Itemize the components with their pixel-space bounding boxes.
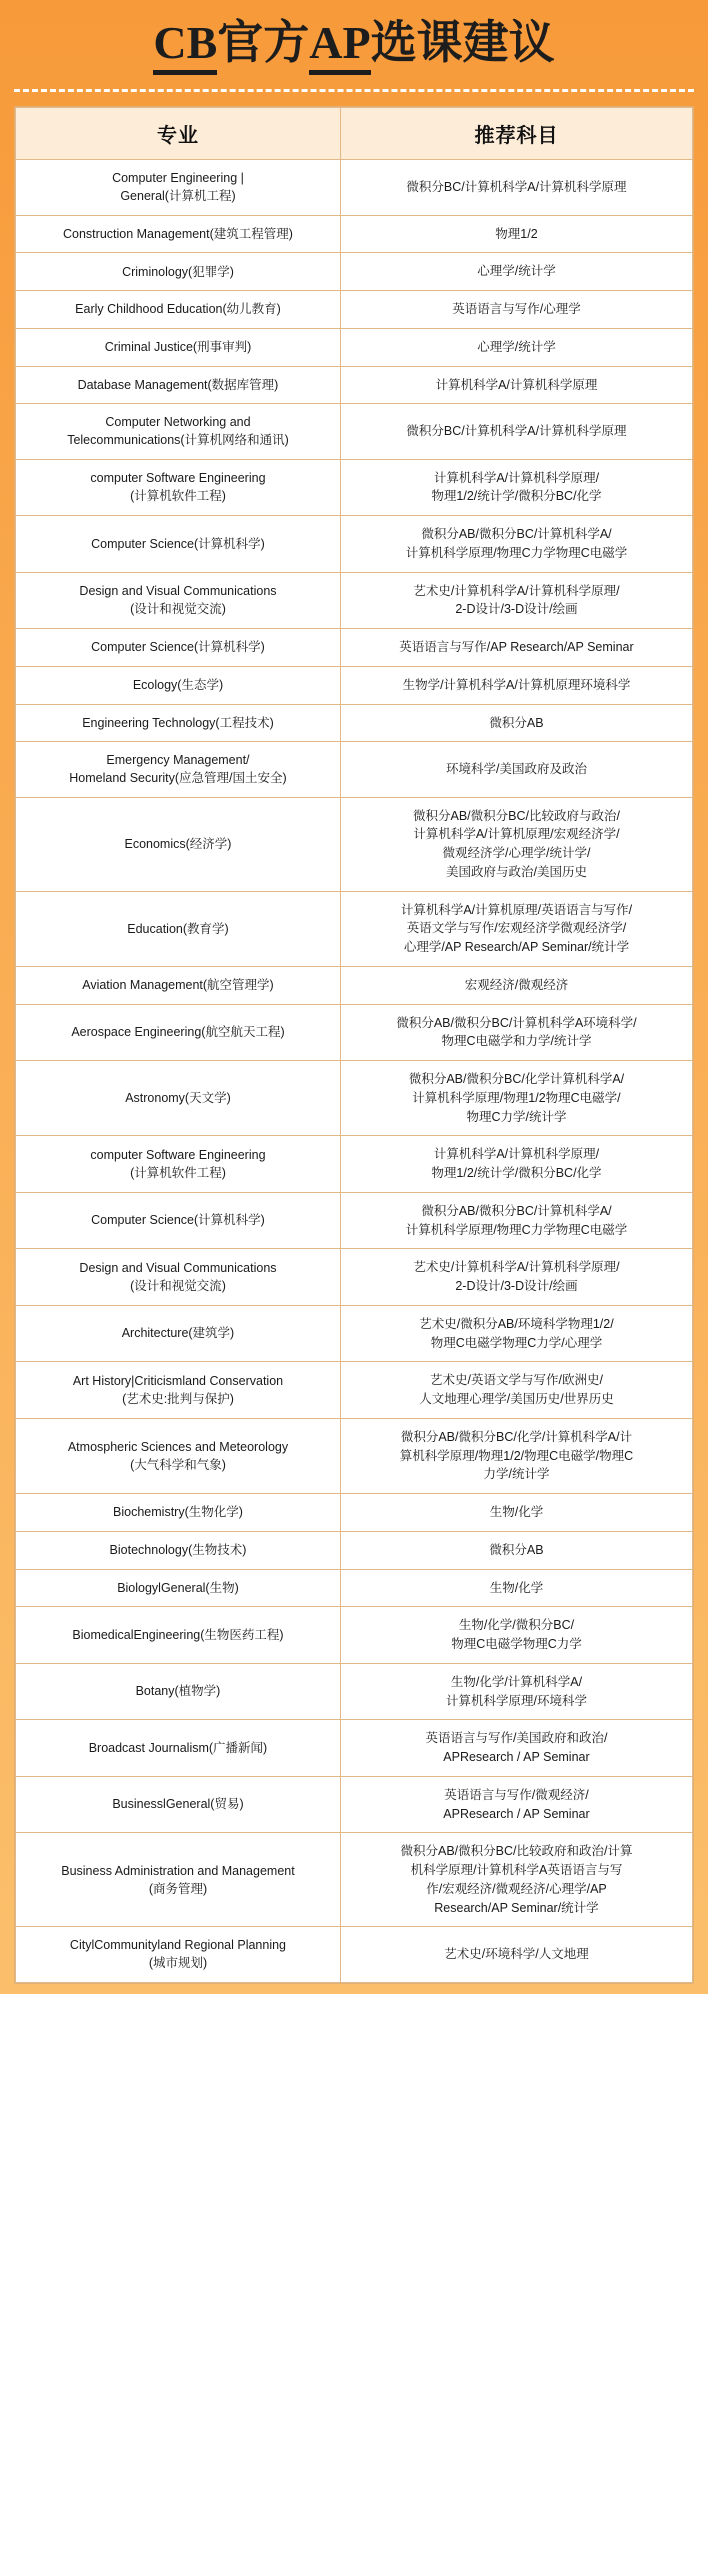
recommended-line: 计算机科学原理/物理C力学物理C电磁学 xyxy=(405,545,628,560)
table-row xyxy=(16,629,693,667)
recommended-line: 宏观经济/微观经济 xyxy=(464,977,569,992)
table-row xyxy=(16,1061,693,1136)
recommended-subjects-cell xyxy=(340,1004,692,1061)
recommended-line: 计算机科学A/计算机原理/英语语言与写作/ xyxy=(400,902,633,917)
table-row xyxy=(16,666,693,704)
recommended-subjects-cell xyxy=(340,1776,692,1833)
major-cell xyxy=(16,215,341,253)
table-row xyxy=(16,1663,693,1720)
recommended-subjects-cell xyxy=(340,1305,692,1362)
major-line: (艺术史:批判与保护) xyxy=(122,1392,234,1407)
recommended-subjects-cell xyxy=(340,366,692,404)
recommended-line: 物理C电磁学物理C力学/心理学 xyxy=(430,1335,603,1350)
recommended-line: 计算机科学A/计算机原理/宏观经济学/ xyxy=(413,827,620,842)
major-cell xyxy=(16,1833,341,1927)
table-row xyxy=(16,215,693,253)
recommended-line: 计算机科学A/计算机科学原理/ xyxy=(433,1147,600,1162)
major-line: Aerospace Engineering(航空航天工程) xyxy=(71,1025,285,1040)
table-row xyxy=(16,891,693,966)
major-cell xyxy=(16,459,341,516)
recommended-subjects-cell xyxy=(340,1494,692,1532)
major-cell xyxy=(16,1927,341,1982)
major-line: CitylCommunityland Regional Planning xyxy=(69,1938,287,1953)
major-line: Broadcast Journalism(广播新闻) xyxy=(88,1740,268,1755)
table-row xyxy=(16,1494,693,1532)
recommended-line: 物理C电磁学和力学/统计学 xyxy=(441,1034,592,1049)
major-line: (计算机软件工程) xyxy=(130,489,226,504)
table-row xyxy=(16,328,693,366)
recommended-line: 物理C电磁学物理C力学 xyxy=(451,1637,582,1652)
column-header-recommended: 推荐科目 xyxy=(340,108,692,160)
major-line: Homeland Security(应急管理/国土安全) xyxy=(69,771,287,786)
table-row xyxy=(16,742,693,797)
major-line: BiologylGeneral(生物) xyxy=(117,1580,239,1595)
major-cell xyxy=(16,1776,341,1833)
table-row xyxy=(16,459,693,516)
major-line: Art History|Criticismland Conservation xyxy=(72,1373,284,1388)
recommended-line: 人文地理心理学/美国历史/世界历史 xyxy=(419,1392,614,1407)
recommended-line: 英语语言与写作/心理学 xyxy=(452,302,581,317)
table-row xyxy=(16,966,693,1004)
recommended-subjects-cell xyxy=(340,629,692,667)
recommended-line: 英语文学与写作/宏观经济学微观经济学/ xyxy=(406,921,627,936)
recommended-subjects-cell xyxy=(340,1927,692,1982)
major-cell xyxy=(16,1136,341,1193)
recommended-line: 计算机科学原理/物理C力学物理C电磁学 xyxy=(405,1222,628,1237)
major-cell xyxy=(16,666,341,704)
major-line: Computer Science(计算机科学) xyxy=(91,640,265,655)
recommended-line: APResearch / AP Seminar xyxy=(443,1806,590,1821)
table-row xyxy=(16,1569,693,1607)
recommended-line: 生物/化学 xyxy=(489,1580,544,1595)
recommended-subjects-cell xyxy=(340,160,692,215)
major-line: Computer Science(计算机科学) xyxy=(91,536,265,551)
table-row xyxy=(16,1833,693,1927)
recommended-subjects-cell xyxy=(340,516,692,573)
major-line: Astronomy(天文学) xyxy=(125,1091,231,1106)
major-cell xyxy=(16,160,341,215)
major-line: (计算机软件工程) xyxy=(130,1166,226,1181)
column-header-major: 专业 xyxy=(16,108,341,160)
recommended-line: 微积分BC/计算机科学A/计算机科学原理 xyxy=(406,180,627,195)
recommended-subjects-cell xyxy=(340,1833,692,1927)
recommended-line: 心理学/统计学 xyxy=(477,339,556,354)
banner-title-ap: AP xyxy=(309,17,370,75)
table-row xyxy=(16,160,693,215)
major-line: computer Software Engineering xyxy=(90,1147,266,1162)
recommended-line: 美国政府与政治/美国历史 xyxy=(445,864,587,879)
banner xyxy=(0,0,708,77)
banner-title-advice: 选课建议 xyxy=(370,16,555,68)
recommended-line: 2-D设计/3-D设计/绘画 xyxy=(455,1279,578,1294)
recommended-line: 艺术史/计算机科学A/计算机科学原理/ xyxy=(413,1260,620,1275)
major-line: Aviation Management(航空管理学) xyxy=(82,978,274,993)
major-cell xyxy=(16,1720,341,1777)
major-line: Construction Management(建筑工程管理) xyxy=(63,226,293,241)
recommended-line: Research/AP Seminar/统计学 xyxy=(434,1900,599,1915)
recommended-line: 物理1/2 xyxy=(495,226,538,241)
recommended-subjects-cell xyxy=(340,666,692,704)
recommended-subjects-cell xyxy=(340,704,692,742)
major-cell xyxy=(16,1305,341,1362)
table-row xyxy=(16,1136,693,1193)
recommended-line: 计算机科学原理/环境科学 xyxy=(445,1693,587,1708)
major-cell xyxy=(16,1607,341,1664)
major-line: Database Management(数据库管理) xyxy=(77,377,279,392)
table-row xyxy=(16,1720,693,1777)
banner-title-official: 官方 xyxy=(217,16,310,68)
table-row xyxy=(16,404,693,459)
recommended-subjects-cell xyxy=(340,1720,692,1777)
major-line: Early Childhood Education(幼儿教育) xyxy=(75,302,281,317)
major-cell xyxy=(16,291,341,329)
major-line: (大气科学和气象) xyxy=(130,1457,226,1472)
recommended-subjects-cell xyxy=(340,291,692,329)
recommended-subjects-cell xyxy=(340,797,692,891)
major-cell xyxy=(16,1418,341,1493)
recommended-subjects-cell xyxy=(340,1061,692,1136)
recommended-line: 环境科学/美国政府及政治 xyxy=(445,762,587,777)
table-row xyxy=(16,1607,693,1664)
recommended-line: 计算机科学原理/物理1/2物理C电磁学/ xyxy=(412,1090,621,1105)
major-line: (商务管理) xyxy=(148,1881,208,1896)
major-line: Biochemistry(生物化学) xyxy=(113,1505,243,1520)
major-line: Education(教育学) xyxy=(127,921,229,936)
recommended-subjects-cell xyxy=(340,742,692,797)
major-line: Business Administration and Management xyxy=(61,1863,295,1878)
recommended-subjects-cell xyxy=(340,1136,692,1193)
recommended-line: 心理学/AP Research/AP Seminar/统计学 xyxy=(403,940,630,955)
recommended-line: 艺术史/微积分AB/环境科学物理1/2/ xyxy=(419,1316,614,1331)
recommended-subjects-cell xyxy=(340,1569,692,1607)
table-row xyxy=(16,366,693,404)
major-line: Computer Engineering | xyxy=(112,171,244,186)
major-line: Biotechnology(生物技术) xyxy=(109,1543,247,1558)
major-line: Emergency Management/ xyxy=(106,753,250,768)
major-line: Architecture(建筑学) xyxy=(121,1326,235,1341)
recommended-subjects-cell xyxy=(340,215,692,253)
major-line: Criminal Justice(刑事审判) xyxy=(104,340,252,355)
recommended-subjects-cell xyxy=(340,1249,692,1306)
major-line: Botany(植物学) xyxy=(135,1684,221,1699)
major-cell xyxy=(16,516,341,573)
recommended-line: 机科学原理/计算机科学A英语语言与写 xyxy=(410,1863,623,1878)
recommended-subjects-cell xyxy=(340,1362,692,1419)
major-cell xyxy=(16,1249,341,1306)
major-cell xyxy=(16,404,341,459)
major-cell xyxy=(16,704,341,742)
recommended-line: 微积分AB/微积分BC/化学/计算机科学A/计 xyxy=(400,1429,633,1444)
table-row xyxy=(16,1776,693,1833)
recommended-subjects-cell xyxy=(340,966,692,1004)
recommended-line: 力学/统计学 xyxy=(483,1467,550,1482)
table-row xyxy=(16,1531,693,1569)
table-row xyxy=(16,704,693,742)
recommended-line: 生物/化学/微积分BC/ xyxy=(458,1618,575,1633)
major-cell xyxy=(16,1531,341,1569)
major-line: (设计和视觉交流) xyxy=(130,1279,226,1294)
recommended-line: 艺术史/环境科学/人文地理 xyxy=(444,1947,589,1962)
major-cell xyxy=(16,797,341,891)
table-row xyxy=(16,1192,693,1249)
recommended-line: 作/宏观经济/微观经济/心理学/AP xyxy=(426,1881,607,1896)
major-line: Computer Networking and xyxy=(105,415,251,430)
major-cell xyxy=(16,1362,341,1419)
major-cell xyxy=(16,966,341,1004)
recommended-line: 微积分AB/微积分BC/计算机科学A/ xyxy=(421,527,612,542)
major-line: Engineering Technology(工程技术) xyxy=(82,715,274,730)
major-cell xyxy=(16,253,341,291)
recommended-line: 微积分BC/计算机科学A/计算机科学原理 xyxy=(406,424,627,439)
major-line: BusinesslGeneral(贸易) xyxy=(112,1797,244,1812)
major-cell xyxy=(16,629,341,667)
recommended-line: 生物学/计算机科学A/计算机原理环境科学 xyxy=(402,677,631,692)
recommended-line: 生物/化学/计算机科学A/ xyxy=(450,1674,583,1689)
banner-title xyxy=(16,18,692,67)
banner-title-cb: CB xyxy=(153,17,217,75)
major-cell xyxy=(16,572,341,629)
major-cell xyxy=(16,1569,341,1607)
recommended-line: 微积分AB/微积分BC/化学计算机科学A/ xyxy=(408,1072,625,1087)
recommended-subjects-cell xyxy=(340,1192,692,1249)
table-row xyxy=(16,1362,693,1419)
table-row xyxy=(16,1249,693,1306)
major-cell xyxy=(16,1004,341,1061)
course-recommendation-table xyxy=(15,107,693,1982)
table-row xyxy=(16,516,693,573)
recommended-line: 微积分AB/微积分BC/比较政府和政治/计算 xyxy=(400,1844,633,1859)
major-line: Design and Visual Communications xyxy=(79,1260,277,1275)
recommended-line: 心理学/统计学 xyxy=(477,264,556,279)
major-cell xyxy=(16,366,341,404)
table-header-row xyxy=(16,108,693,160)
recommended-subjects-cell xyxy=(340,1607,692,1664)
recommended-line: 算机科学原理/物理1/2/物理C电磁学/物理C xyxy=(399,1448,634,1463)
table-body xyxy=(16,160,693,1982)
recommended-line: 艺术史/计算机科学A/计算机科学原理/ xyxy=(413,583,620,598)
major-line: computer Software Engineering xyxy=(90,471,266,486)
table-card xyxy=(14,106,694,1983)
recommended-line: 2-D设计/3-D设计/绘画 xyxy=(455,602,578,617)
table-row xyxy=(16,1305,693,1362)
recommended-line: 物理1/2/统计学/微积分BC/化学 xyxy=(431,1166,602,1181)
recommended-line: 计算机科学A/计算机科学原理 xyxy=(435,377,598,392)
major-cell xyxy=(16,328,341,366)
major-line: Ecology(生态学) xyxy=(132,678,224,693)
recommended-subjects-cell xyxy=(340,891,692,966)
recommended-line: 微观经济学/心理学/统计学/ xyxy=(442,846,591,861)
recommended-line: 英语语言与写作/微观经济/ xyxy=(444,1787,589,1802)
table-row xyxy=(16,1418,693,1493)
major-line: (设计和视觉交流) xyxy=(130,602,226,617)
recommended-subjects-cell xyxy=(340,459,692,516)
recommended-line: 微积分AB xyxy=(489,715,544,730)
table-row xyxy=(16,1927,693,1982)
major-line: BiomedicalEngineering(生物医药工程) xyxy=(72,1627,284,1642)
recommended-line: 生物/化学 xyxy=(489,1505,544,1520)
major-cell xyxy=(16,1494,341,1532)
major-line: (城市规划) xyxy=(148,1956,208,1971)
table-row xyxy=(16,572,693,629)
recommended-subjects-cell xyxy=(340,1663,692,1720)
recommended-subjects-cell xyxy=(340,328,692,366)
table-row xyxy=(16,1004,693,1061)
table-row xyxy=(16,797,693,891)
recommended-subjects-cell xyxy=(340,404,692,459)
table-row xyxy=(16,253,693,291)
recommended-line: 计算机科学A/计算机科学原理/ xyxy=(433,470,600,485)
major-line: General(计算机工程) xyxy=(120,189,236,204)
recommended-line: 微积分AB/微积分BC/计算机科学A/ xyxy=(421,1203,612,1218)
major-cell xyxy=(16,742,341,797)
major-line: Design and Visual Communications xyxy=(79,584,277,599)
major-line: Computer Science(计算机科学) xyxy=(91,1213,265,1228)
recommended-subjects-cell xyxy=(340,572,692,629)
major-cell xyxy=(16,1061,341,1136)
major-line: Economics(经济学) xyxy=(124,836,232,851)
recommended-line: 英语语言与写作/AP Research/AP Seminar xyxy=(399,640,634,655)
recommended-line: 微积分AB/微积分BC/比较政府与政治/ xyxy=(412,808,620,823)
dashed-divider xyxy=(14,89,694,92)
recommended-line: APResearch / AP Seminar xyxy=(443,1750,590,1765)
recommended-line: 微积分AB xyxy=(489,1542,544,1557)
major-cell xyxy=(16,1663,341,1720)
recommended-line: 艺术史/英语文学与写作/欧洲史/ xyxy=(430,1373,603,1388)
recommended-line: 微积分AB/微积分BC/计算机科学A环境科学/ xyxy=(396,1015,637,1030)
recommended-line: 英语语言与写作/美国政府和政治/ xyxy=(425,1731,608,1746)
major-cell xyxy=(16,891,341,966)
major-line: Atmospheric Sciences and Meteorology xyxy=(67,1439,289,1454)
recommended-line: 物理C力学/统计学 xyxy=(466,1109,567,1124)
major-cell xyxy=(16,1192,341,1249)
major-line: Criminology(犯罪学) xyxy=(122,264,234,279)
recommended-subjects-cell xyxy=(340,253,692,291)
table-row xyxy=(16,291,693,329)
recommended-line: 物理1/2/统计学/微积分BC/化学 xyxy=(431,489,602,504)
recommended-subjects-cell xyxy=(340,1531,692,1569)
major-line: Telecommunications(计算机网络和通讯) xyxy=(67,433,289,448)
recommended-subjects-cell xyxy=(340,1418,692,1493)
